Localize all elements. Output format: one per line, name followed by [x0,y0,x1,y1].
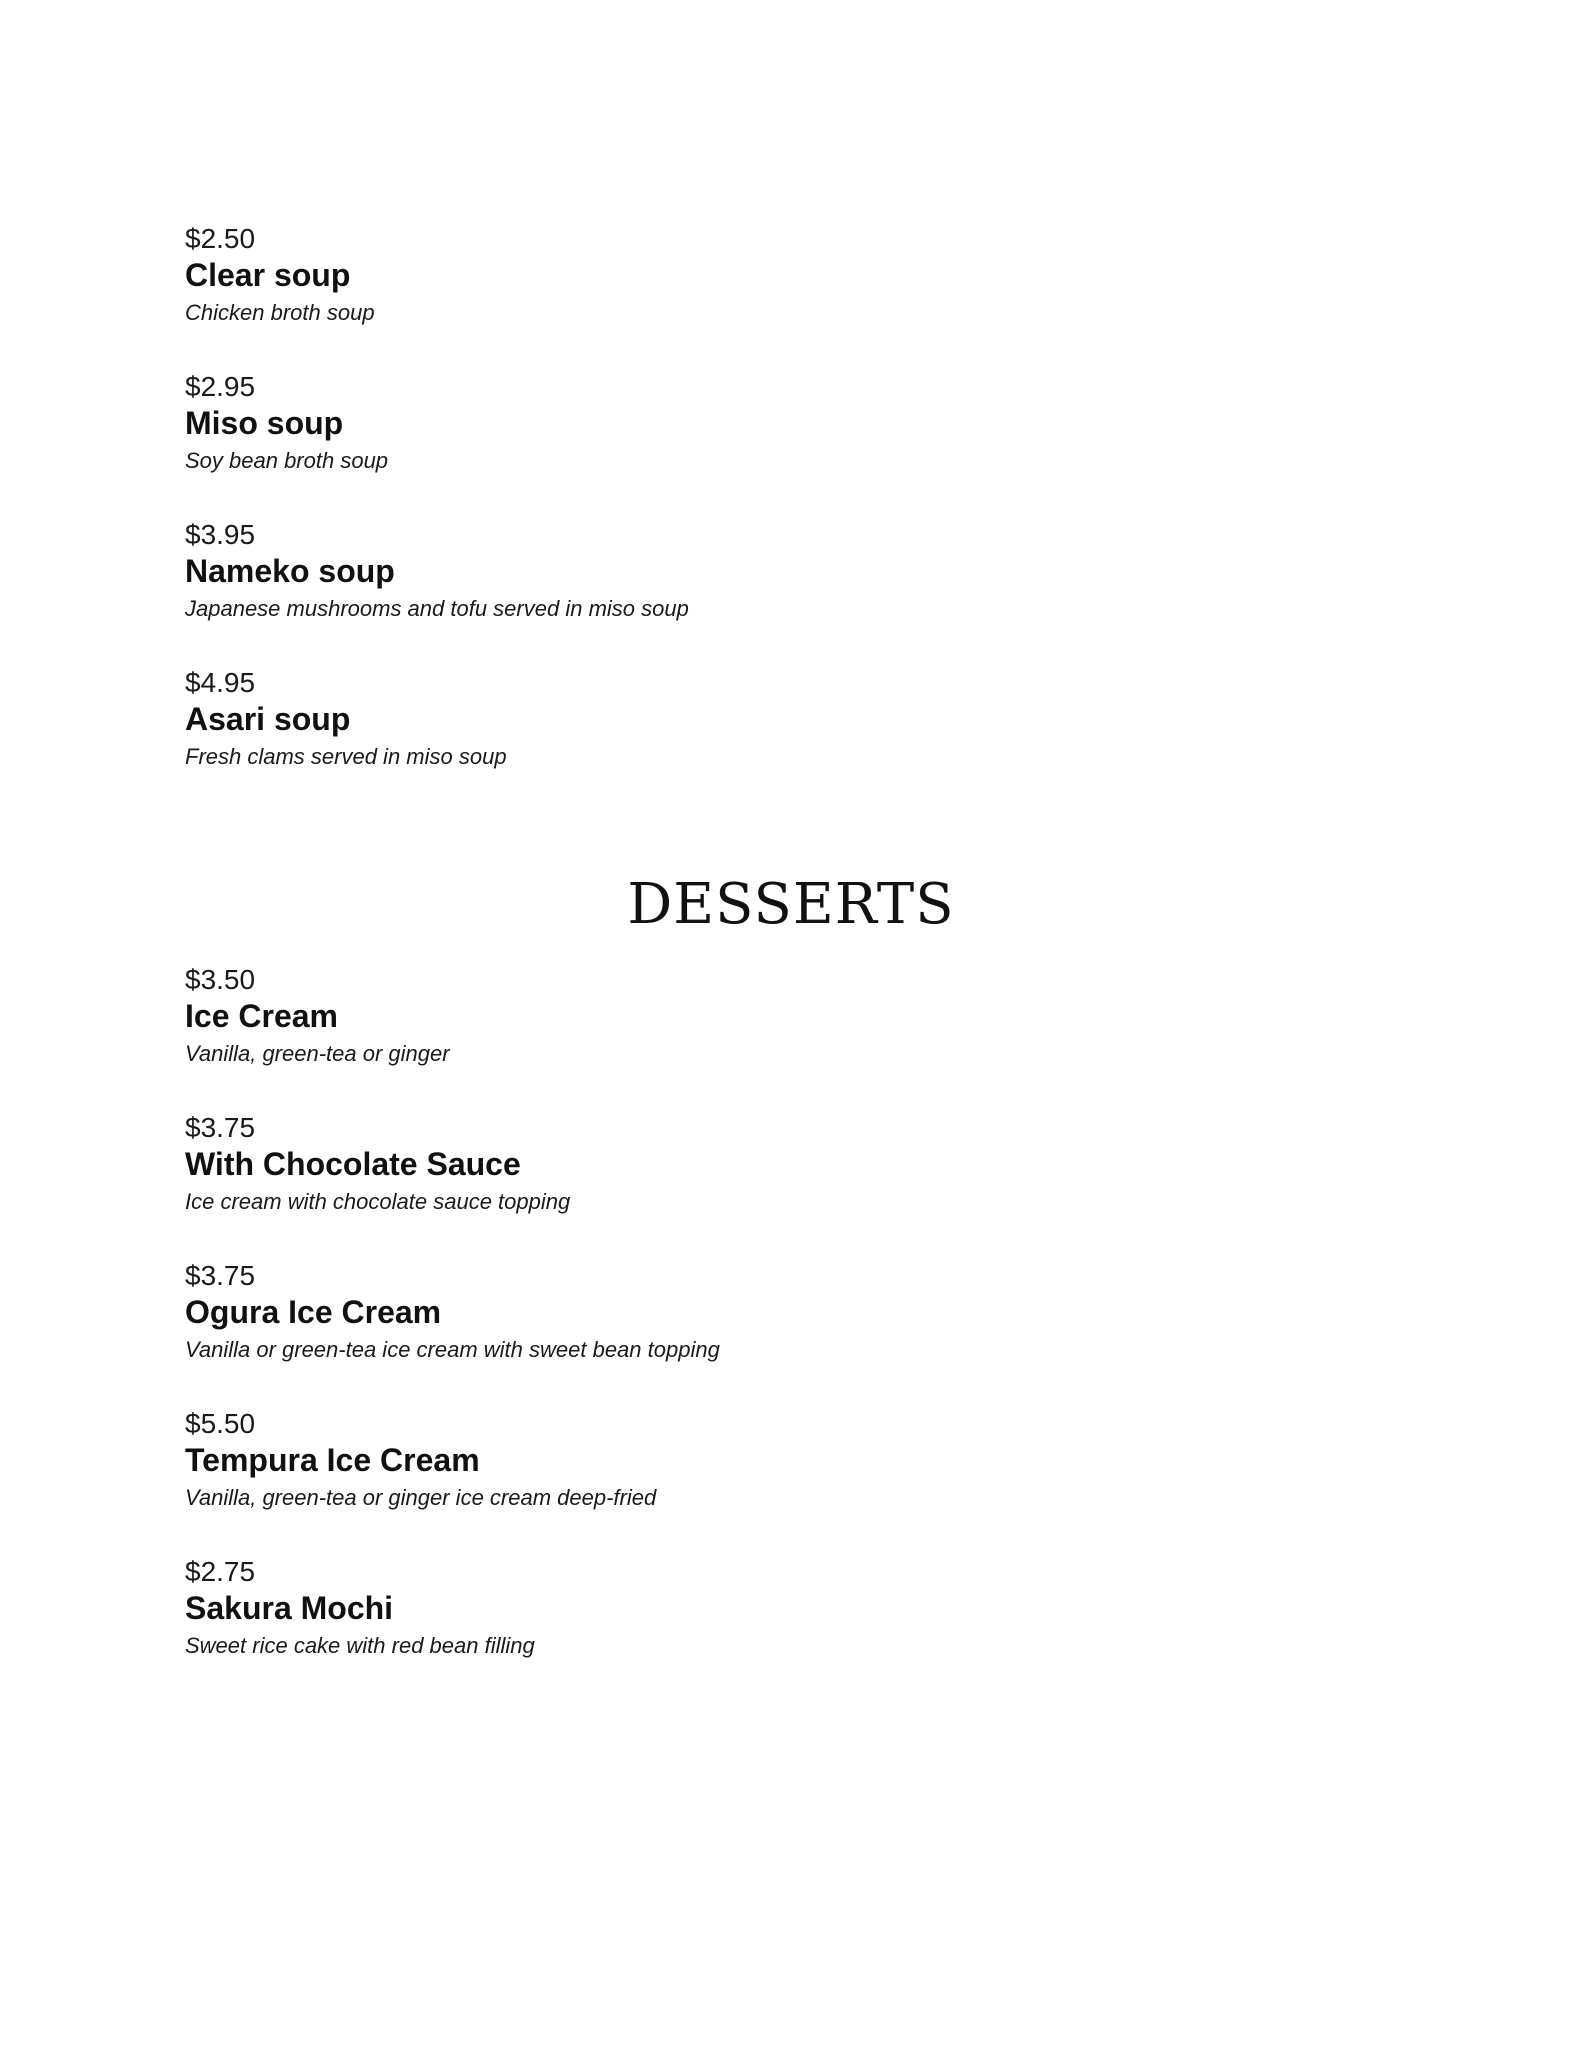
item-price: $3.75 [185,1112,256,1143]
item-price: $3.50 [185,964,256,995]
item-price: $4.95 [185,667,256,698]
item-price: $3.95 [185,519,256,550]
item-description: Vanilla or green-tea ice cream with sweet bean topping [185,1337,720,1362]
item-name: Clear soup [185,257,351,293]
item-description: Chicken broth soup [185,300,375,325]
item-name: Miso soup [185,405,344,441]
desserts-heading: DESSERTS [627,872,955,937]
item-description: Japanese mushrooms and tofu served in miso soup [185,596,689,621]
item-name: Asari soup [185,701,351,737]
menu-item [185,1259,1285,1407]
item-price: $2.75 [185,1556,256,1587]
dessert-list [185,963,1285,1703]
item-description: Sweet rice cake with red bean filling [185,1633,535,1658]
soup-list [185,222,1285,814]
menu-item [185,518,1285,666]
item-price: $2.50 [185,223,256,254]
menu-item [185,370,1285,518]
menu-item [185,1555,1285,1703]
item-name: Sakura Mochi [185,1590,394,1626]
item-price: $5.50 [185,1408,256,1439]
item-name: With Chocolate Sauce [185,1146,521,1182]
item-description: Fresh clams served in miso soup [185,744,507,769]
item-description: Vanilla, green-tea or ginger ice cream deep-fried [185,1485,657,1510]
menu-item [185,222,1285,370]
item-price: $2.95 [185,371,256,402]
item-description: Vanilla, green-tea or ginger [185,1041,450,1066]
item-name: Ice Cream [185,998,338,1034]
item-description: Soy bean broth soup [185,448,389,473]
menu-item [185,1407,1285,1555]
item-price: $3.75 [185,1260,256,1291]
item-name: Nameko soup [185,553,395,589]
item-description: Ice cream with chocolate sauce topping [185,1189,571,1214]
menu-item [185,1111,1285,1259]
menu-item [185,666,1285,814]
item-name: Ogura Ice Cream [185,1294,442,1330]
menu-item [185,963,1285,1111]
item-name: Tempura Ice Cream [185,1442,480,1478]
